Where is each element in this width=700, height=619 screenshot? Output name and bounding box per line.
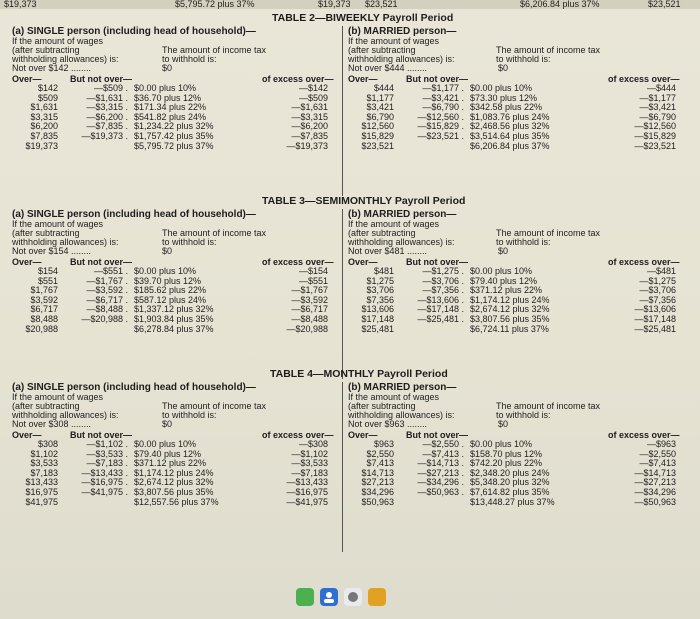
married-excess-column (610, 267, 676, 334)
section-divider (342, 209, 343, 379)
single-but-not-over-cell: —$16,975 . (81, 477, 128, 488)
single-tax-cell: $12,557.56 plus 37% (134, 496, 219, 507)
married-over-cell: $15,829 (361, 130, 394, 141)
single-over-cell: $16,975 (25, 486, 58, 497)
married-over-cell: $444 (373, 83, 394, 93)
single-but-not-over-cell: —$7,835 . (86, 121, 128, 132)
strip-text-6: $23,521 (648, 0, 681, 9)
single-excess-label: of excess over— (262, 74, 334, 84)
single-if-line: (after subtracting (12, 228, 80, 238)
married-excess-cell: —$25,481 (634, 323, 676, 334)
single-excess-cell: —$41,975 (286, 496, 328, 507)
married-heading: (b) MARRIED person— (348, 209, 457, 220)
married-but-not-over-cell: —$3,421 . (422, 92, 464, 103)
single-excess-cell: —$16,975 (286, 486, 328, 497)
single-excess-cell: —$7,183 (291, 467, 328, 478)
single-excess-label: of excess over— (262, 430, 334, 440)
single-excess-cell: —$3,533 (291, 458, 328, 469)
married-but-not-over-cell: —$2,550 . (422, 439, 464, 449)
married-excess-cell: —$15,829 (634, 130, 676, 141)
married-if-line: If the amount of wages (348, 219, 440, 229)
married-but-not-over-column (398, 440, 464, 507)
table-title: TABLE 4—MONTHLY Payroll Period (270, 368, 448, 380)
single-over-cell: $6,200 (30, 121, 58, 132)
single-over-label: Over— (12, 430, 42, 440)
married-not-over-value: $0 (498, 246, 509, 256)
single-but-not-over-column (62, 440, 128, 507)
married-over-cell: $1,177 (366, 92, 394, 103)
married-but-not-over-cell: —$12,560 . (417, 111, 464, 122)
married-not-over-value: $0 (498, 419, 509, 429)
single-but-not-over-label: But not over— (70, 257, 132, 267)
married-tax-cell: $2,468.56 plus 32% (470, 121, 550, 132)
married-excess-cell: —$27,213 (634, 477, 676, 488)
married-over-cell: $25,481 (361, 323, 394, 334)
married-excess-cell: —$50,963 (634, 496, 676, 507)
married-over-cell: $6,790 (366, 111, 394, 122)
married-but-not-over-cell (398, 325, 464, 335)
married-tax-cell: $73.30 plus 12% (470, 92, 538, 103)
single-over-cell: $13,433 (25, 477, 58, 488)
single-tax-cell: $3,807.56 plus 35% (134, 486, 214, 497)
strip-text-3: $19,373 (318, 0, 351, 9)
single-over-column (14, 84, 58, 151)
married-tax-cell: $2,348.20 plus 24% (470, 467, 550, 478)
single-over-cell: $1,767 (30, 285, 58, 296)
single-tax-column (134, 84, 252, 151)
single-not-over: Not over $142 ........ (12, 63, 92, 73)
married-but-not-over-cell: —$1,275 . (422, 266, 464, 276)
married-over-cell: $13,606 (361, 304, 394, 315)
married-if-line: withholding allowances) is: (348, 410, 455, 420)
single-income-tax-label: The amount of income tax (162, 45, 267, 55)
table-title: TABLE 3—SEMIMONTHLY Payroll Period (262, 195, 466, 207)
single-income-tax-label: to withhold is: (162, 54, 217, 64)
single-but-not-over-cell: —$509 . (93, 83, 128, 93)
single-excess-column (262, 267, 328, 334)
married-but-not-over-label: But not over— (406, 430, 468, 440)
married-tax-cell: $371.12 plus 22% (470, 285, 543, 296)
single-excess-cell: —$308 (298, 439, 328, 449)
married-if-line: (after subtracting (348, 401, 416, 411)
single-income-tax-label: to withhold is: (162, 410, 217, 420)
married-tax-column (470, 440, 588, 507)
married-over-column (350, 440, 394, 507)
married-over-cell: $1,275 (366, 275, 394, 286)
single-excess-cell: —$19,373 (286, 140, 328, 151)
strip-text-1: $19,373 (4, 0, 37, 9)
married-over-cell: $481 (373, 266, 394, 276)
married-tax-cell: $742.20 plus 22% (470, 458, 543, 469)
single-not-over: Not over $154 ........ (12, 246, 92, 256)
married-but-not-over-cell (398, 498, 464, 508)
single-but-not-over-column (62, 84, 128, 151)
single-not-over-value: $0 (162, 419, 173, 429)
married-excess-cell: —$14,713 (634, 467, 676, 478)
single-income-tax-label: The amount of income tax (162, 228, 267, 238)
single-over-cell: $308 (37, 439, 58, 449)
married-tax-cell: $1,083.76 plus 24% (470, 111, 550, 122)
single-excess-cell: —$1,767 (291, 285, 328, 296)
single-excess-cell: —$1,631 (291, 102, 328, 113)
married-excess-cell: —$963 (646, 439, 676, 449)
single-if-line: (after subtracting (12, 401, 80, 411)
strip-text-2: $5,795.72 plus 37% (175, 0, 255, 9)
single-if-line: (after subtracting (12, 45, 80, 55)
married-if-line: If the amount of wages (348, 36, 440, 46)
single-but-not-over-cell: —$13,433 . (81, 467, 128, 478)
married-excess-cell: —$3,706 (639, 285, 676, 296)
single-tax-cell: $5,795.72 plus 37% (134, 140, 214, 151)
single-over-cell: $19,373 (25, 140, 58, 151)
married-but-not-over-cell: —$13,606 . (417, 294, 464, 305)
married-tax-cell: $342.58 plus 22% (470, 102, 543, 113)
single-excess-cell: —$13,433 (286, 477, 328, 488)
married-over-cell: $27,213 (361, 477, 394, 488)
single-if-line: If the amount of wages (12, 219, 104, 229)
phone-app-icon[interactable] (296, 588, 314, 606)
married-heading: (b) MARRIED person— (348, 26, 457, 37)
married-not-over-value: $0 (498, 63, 509, 73)
married-income-tax-label: The amount of income tax (496, 401, 601, 411)
married-excess-cell: —$13,606 (634, 304, 676, 315)
single-heading: (a) SINGLE person (including head of household)— (12, 26, 256, 37)
single-not-over: Not over $308 ........ (12, 419, 92, 429)
single-but-not-over-cell: —$6,200 . (86, 111, 128, 122)
married-but-not-over-cell: —$50,963 . (417, 486, 464, 497)
married-but-not-over-cell: —$17,148 . (417, 304, 464, 315)
single-tax-column (134, 440, 252, 507)
contacts-app-icon[interactable] (320, 588, 338, 606)
married-over-label: Over— (348, 257, 378, 267)
married-but-not-over-cell: —$6,790 . (422, 102, 464, 113)
married-but-not-over-column (398, 84, 464, 151)
single-but-not-over-cell: —$3,533 . (86, 448, 128, 459)
single-if-line: withholding allowances) is: (12, 54, 119, 64)
married-excess-column (610, 440, 676, 507)
married-if-line: If the amount of wages (348, 392, 440, 402)
married-tax-cell: $6,206.84 plus 37% (470, 140, 550, 151)
married-tax-cell: $3,514.64 plus 35% (470, 130, 550, 141)
single-excess-column (262, 84, 328, 151)
married-tax-cell: $0.00 plus 10% (470, 266, 533, 276)
married-tax-cell: $5,348.20 plus 32% (470, 477, 550, 488)
single-tax-cell: $1,903.84 plus 35% (134, 313, 214, 324)
married-over-cell: $963 (373, 439, 394, 449)
single-excess-cell: —$509 (298, 92, 328, 103)
married-excess-cell: —$34,296 (634, 486, 676, 497)
single-tax-cell: $6,278.84 plus 37% (134, 323, 214, 334)
married-income-tax-label: to withhold is: (496, 54, 551, 64)
married-excess-cell: —$2,550 (639, 448, 676, 459)
single-tax-cell: $1,757.42 plus 35% (134, 130, 214, 141)
single-tax-cell: $171.34 plus 22% (134, 102, 207, 113)
single-income-tax-label: The amount of income tax (162, 401, 267, 411)
single-over-cell: $3,533 (30, 458, 58, 469)
single-not-over-value: $0 (162, 246, 173, 256)
section-divider (342, 26, 343, 196)
single-but-not-over-cell: —$1,767 . (86, 275, 128, 286)
single-not-over-value: $0 (162, 63, 173, 73)
married-over-cell: $7,356 (366, 294, 394, 305)
single-over-cell: $1,631 (30, 102, 58, 113)
messages-app-icon[interactable] (344, 588, 362, 606)
strip-text-4: $23,521 (365, 0, 398, 9)
single-over-cell: $3,592 (30, 294, 58, 305)
single-excess-label: of excess over— (262, 257, 334, 267)
married-not-over: Not over $963 ........ (348, 419, 428, 429)
single-but-not-over-cell: —$19,373 . (81, 130, 128, 141)
married-over-label: Over— (348, 430, 378, 440)
married-over-cell: $14,713 (361, 467, 394, 478)
married-tax-column (470, 84, 588, 151)
married-if-line: (after subtracting (348, 45, 416, 55)
married-but-not-over-cell: —$15,829 . (417, 121, 464, 132)
married-over-column (350, 84, 394, 151)
section-divider (342, 382, 343, 552)
single-tax-cell: $587.12 plus 24% (134, 294, 207, 305)
single-if-line: withholding allowances) is: (12, 237, 119, 247)
single-but-not-over-cell: —$1,102 . (86, 439, 128, 449)
married-excess-cell: —$3,421 (639, 102, 676, 113)
married-excess-cell: —$1,177 (639, 92, 676, 103)
single-excess-cell: —$3,592 (291, 294, 328, 305)
single-tax-cell: $36.70 plus 12% (134, 92, 202, 103)
married-over-cell: $3,421 (366, 102, 394, 113)
married-excess-label: of excess over— (608, 430, 680, 440)
single-if-line: If the amount of wages (12, 392, 104, 402)
married-not-over: Not over $444 ........ (348, 63, 428, 73)
single-income-tax-label: to withhold is: (162, 237, 217, 247)
single-over-column (14, 440, 58, 507)
single-over-cell: $3,315 (30, 111, 58, 122)
married-over-cell: $2,550 (366, 448, 394, 459)
single-heading: (a) SINGLE person (including head of household)— (12, 209, 256, 220)
married-over-cell: $17,148 (361, 313, 394, 324)
single-excess-cell: —$142 (298, 83, 328, 93)
single-tax-cell: $0.00 plus 10% (134, 83, 197, 93)
single-but-not-over-cell: —$41,975 . (81, 486, 128, 497)
married-excess-cell: —$1,275 (639, 275, 676, 286)
married-tax-cell: $0.00 plus 10% (470, 439, 533, 449)
single-tax-cell: $1,234.22 plus 32% (134, 121, 214, 132)
single-if-line: withholding allowances) is: (12, 410, 119, 420)
married-excess-cell: —$23,521 (634, 140, 676, 151)
single-but-not-over-label: But not over— (70, 430, 132, 440)
single-but-not-over-cell: —$3,315 . (86, 102, 128, 113)
married-over-cell: $34,296 (361, 486, 394, 497)
single-over-cell: $142 (37, 83, 58, 93)
single-over-column (14, 267, 58, 334)
single-excess-cell: —$1,102 (291, 448, 328, 459)
married-tax-cell: $13,448.27 plus 37% (470, 496, 555, 507)
single-over-cell: $1,102 (30, 448, 58, 459)
single-excess-cell: —$7,835 (291, 130, 328, 141)
single-over-cell: $7,183 (30, 467, 58, 478)
bottom-app-dock (0, 583, 700, 619)
married-income-tax-label: The amount of income tax (496, 45, 601, 55)
married-but-not-over-label: But not over— (406, 257, 468, 267)
strip-text-5: $6,206.84 plus 37% (520, 0, 600, 9)
single-tax-column (134, 267, 252, 334)
single-tax-cell: $1,174.12 plus 24% (134, 467, 214, 478)
married-over-cell: $23,521 (361, 140, 394, 151)
single-tax-cell: $1,337.12 plus 32% (134, 304, 214, 315)
single-but-not-over-column (62, 267, 128, 334)
single-but-not-over-cell: —$7,183 . (86, 458, 128, 469)
married-over-cell: $12,560 (361, 121, 394, 132)
single-but-not-over-label: But not over— (70, 74, 132, 84)
single-over-label: Over— (12, 257, 42, 267)
married-excess-cell: —$444 (646, 83, 676, 93)
married-tax-column (470, 267, 588, 334)
married-but-not-over-column (398, 267, 464, 334)
single-over-cell: $41,975 (25, 496, 58, 507)
single-over-cell: $8,488 (30, 313, 58, 324)
single-tax-cell: $371.12 plus 22% (134, 458, 207, 469)
single-over-cell: $154 (37, 266, 58, 276)
single-but-not-over-cell: —$6,717 . (86, 294, 128, 305)
married-but-not-over-cell: —$7,413 . (422, 448, 464, 459)
cut-off-previous-table-row (0, 0, 700, 9)
married-but-not-over-cell: —$34,296 . (417, 477, 464, 488)
single-excess-cell: —$551 (298, 275, 328, 286)
married-if-line: (after subtracting (348, 228, 416, 238)
married-over-cell: $3,706 (366, 285, 394, 296)
single-over-cell: $551 (37, 275, 58, 286)
single-excess-cell: —$20,988 (286, 323, 328, 334)
single-if-line: If the amount of wages (12, 36, 104, 46)
single-tax-cell: $0.00 plus 10% (134, 439, 197, 449)
single-but-not-over-cell: —$3,592 . (86, 285, 128, 296)
single-over-cell: $7,835 (30, 130, 58, 141)
married-tax-cell: $1,174.12 plus 24% (470, 294, 550, 305)
single-excess-cell: —$154 (298, 266, 328, 276)
married-but-not-over-cell: —$23,521 . (417, 130, 464, 141)
married-excess-cell: —$481 (646, 266, 676, 276)
single-but-not-over-cell (62, 325, 128, 335)
married-but-not-over-cell: —$25,481 . (417, 313, 464, 324)
married-tax-cell: $2,674.12 plus 32% (470, 304, 550, 315)
single-heading: (a) SINGLE person (including head of household)— (12, 382, 256, 393)
single-tax-cell: $2,674.12 plus 32% (134, 477, 214, 488)
single-tax-cell: $185.62 plus 22% (134, 285, 207, 296)
married-but-not-over-label: But not over— (406, 74, 468, 84)
single-excess-column (262, 440, 328, 507)
married-heading: (b) MARRIED person— (348, 382, 457, 393)
single-tax-cell: $541.82 plus 24% (134, 111, 207, 122)
married-income-tax-label: The amount of income tax (496, 228, 601, 238)
single-excess-cell: —$6,717 (291, 304, 328, 315)
single-but-not-over-cell (62, 498, 128, 508)
married-excess-cell: —$12,560 (634, 121, 676, 132)
married-excess-cell: —$7,413 (639, 458, 676, 469)
married-tax-cell: $0.00 plus 10% (470, 83, 533, 93)
single-excess-cell: —$3,315 (291, 111, 328, 122)
single-over-cell: $6,717 (30, 304, 58, 315)
married-but-not-over-cell (398, 142, 464, 152)
married-over-cell: $7,413 (366, 458, 394, 469)
married-tax-cell: $3,807.56 plus 35% (470, 313, 550, 324)
married-if-line: withholding allowances) is: (348, 54, 455, 64)
single-but-not-over-cell: —$8,488 . (86, 304, 128, 315)
single-tax-cell: $39.70 plus 12% (134, 275, 202, 286)
single-excess-cell: —$6,200 (291, 121, 328, 132)
married-but-not-over-cell: —$3,706 . (422, 275, 464, 286)
married-excess-cell: —$17,148 (634, 313, 676, 324)
married-tax-cell: $6,724.11 plus 37% (470, 323, 549, 334)
married-tax-cell: $7,614.82 plus 35% (470, 486, 550, 497)
single-over-label: Over— (12, 74, 42, 84)
married-tax-cell: $158.70 plus 12% (470, 448, 543, 459)
married-excess-label: of excess over— (608, 74, 680, 84)
married-not-over: Not over $481 ........ (348, 246, 428, 256)
single-but-not-over-cell: —$20,988 . (81, 313, 128, 324)
married-over-column (350, 267, 394, 334)
married-over-label: Over— (348, 74, 378, 84)
married-income-tax-label: to withhold is: (496, 237, 551, 247)
single-but-not-over-cell (62, 142, 128, 152)
single-excess-cell: —$8,488 (291, 313, 328, 324)
married-but-not-over-cell: —$14,713 . (417, 458, 464, 469)
married-over-cell: $50,963 (361, 496, 394, 507)
married-income-tax-label: to withhold is: (496, 410, 551, 420)
single-tax-cell: $0.00 plus 10% (134, 266, 197, 276)
camera-app-icon[interactable] (368, 588, 386, 606)
single-over-cell: $509 (37, 92, 58, 103)
married-but-not-over-cell: —$27,213 . (417, 467, 464, 478)
single-but-not-over-cell: —$551 . (93, 266, 128, 276)
married-excess-cell: —$6,790 (639, 111, 676, 122)
single-but-not-over-cell: —$1,631 . (86, 92, 128, 103)
single-over-cell: $20,988 (25, 323, 58, 334)
married-but-not-over-cell: —$1,177 . (422, 83, 464, 93)
married-tax-cell: $79.40 plus 12% (470, 275, 538, 286)
married-excess-column (610, 84, 676, 151)
married-excess-label: of excess over— (608, 257, 680, 267)
married-but-not-over-cell: —$7,356 . (422, 285, 464, 296)
married-excess-cell: —$7,356 (639, 294, 676, 305)
single-tax-cell: $79.40 plus 12% (134, 448, 202, 459)
table-title: TABLE 2—BIWEEKLY Payroll Period (272, 12, 454, 24)
married-if-line: withholding allowances) is: (348, 237, 455, 247)
